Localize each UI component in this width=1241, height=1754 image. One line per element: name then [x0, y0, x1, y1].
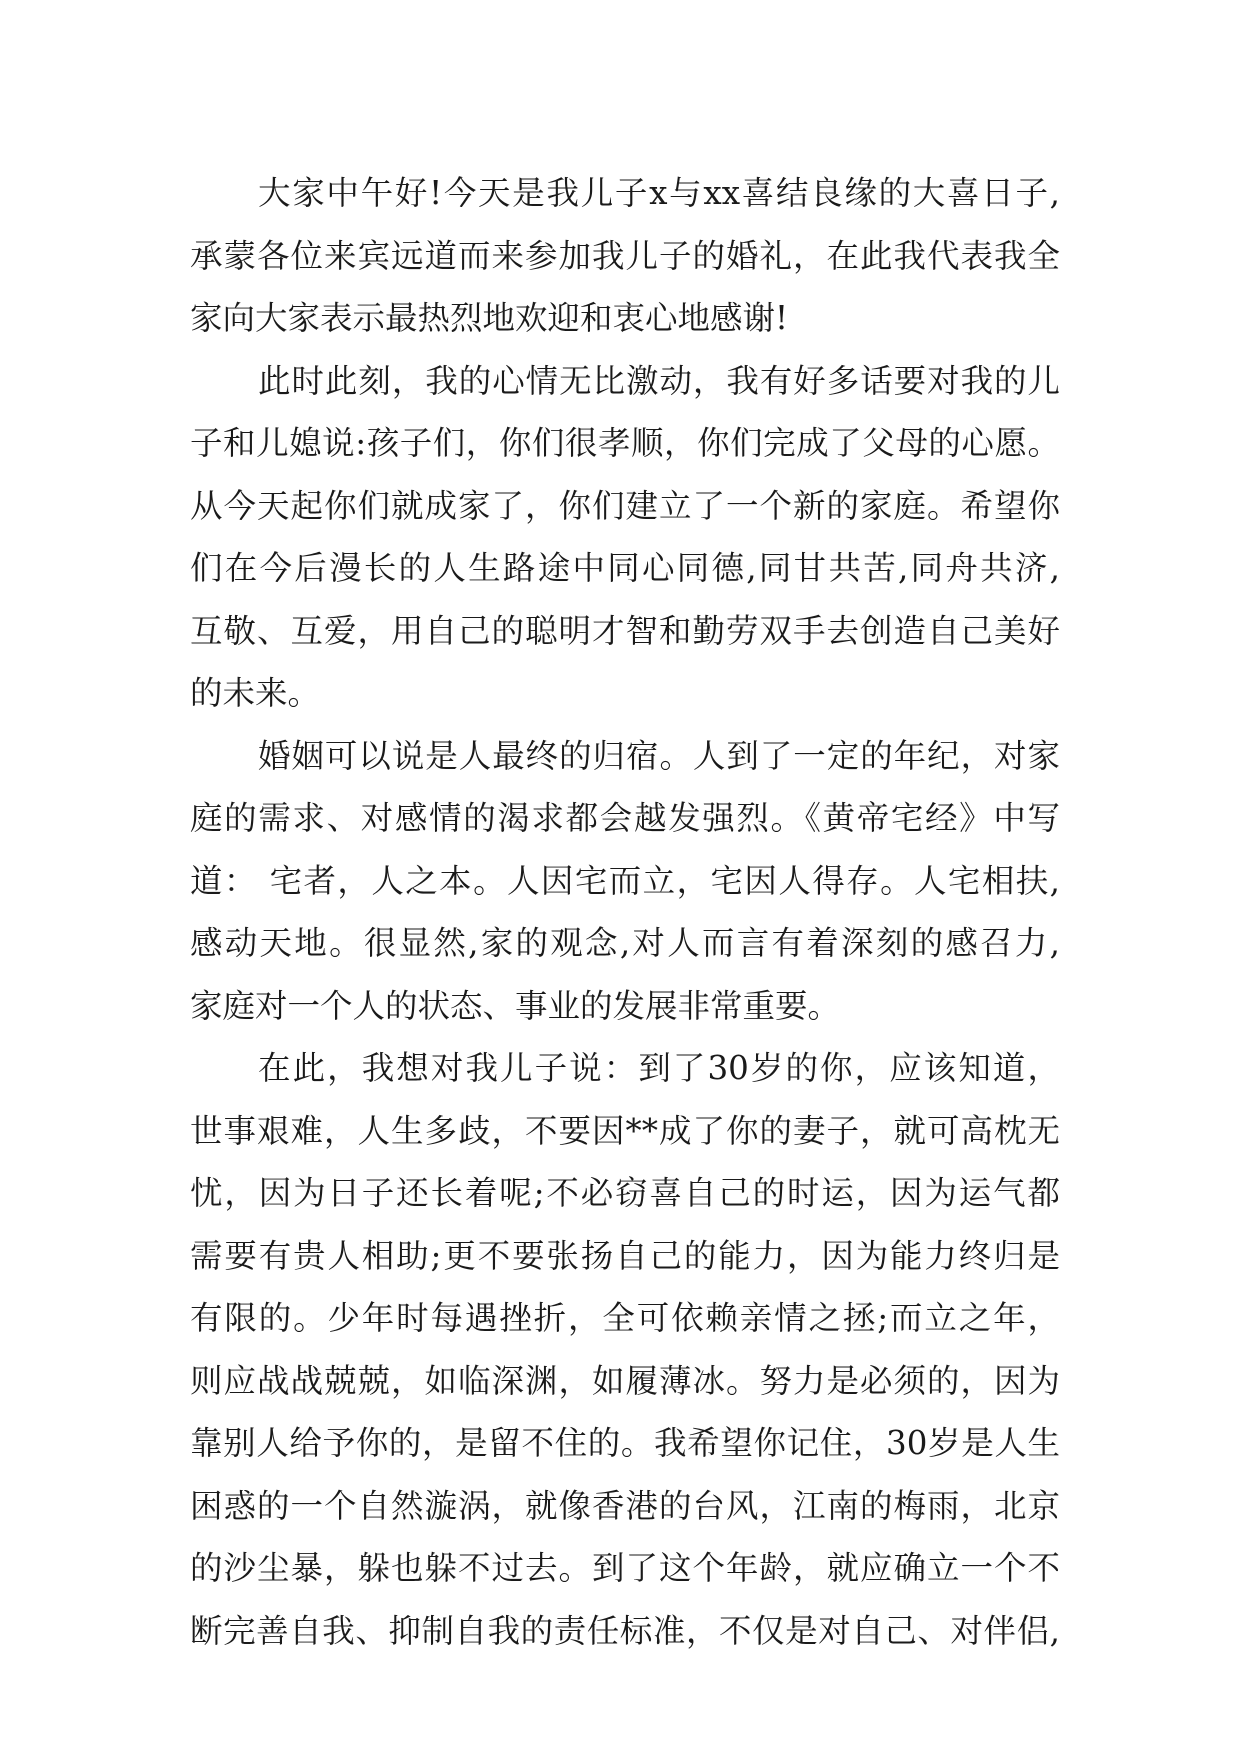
text-line: 在此，我想对我儿子说：到了30岁的你，应该知道， [258, 1049, 1060, 1087]
text-line: 感动天地。很显然,家的观念,对人而言有着深刻的感召力, [190, 924, 1060, 962]
text-line: 的未来。 [190, 674, 321, 712]
text-line: 承蒙各位来宾远道而来参加我儿子的婚礼，在此我代表我全 [190, 236, 1060, 275]
speech-text [190, 162, 1060, 1662]
text-line: 道： 宅者，人之本。人因宅而立，宅因人得存。人宅相扶, [190, 861, 1060, 900]
text-line: 世事艰难，人生多歧，不要因**成了你的妻子，就可高枕无 [190, 1111, 1060, 1150]
text-line: 需要有贵人相助;更不要张扬自己的能力，因为能力终归是 [190, 1236, 1060, 1275]
text-line: 靠别人给予你的，是留不住的。我希望你记住，30岁是人生 [190, 1424, 1060, 1462]
text-line: 互敬、互爱，用自己的聪明才智和勤劳双手去创造自己美好 [190, 611, 1060, 650]
paragraph [190, 725, 1060, 1038]
paragraph [190, 1037, 1060, 1662]
text-line: 从今天起你们就成家了，你们建立了一个新的家庭。希望你 [190, 486, 1060, 525]
text-line: 家向大家表示最热烈地欢迎和衷心地感谢! [190, 299, 789, 337]
text-line: 的沙尘暴，躲也躲不过去。到了这个年龄，就应确立一个不 [190, 1549, 1060, 1587]
paragraph [190, 162, 1060, 350]
text-line: 庭的需求、对感情的渴求都会越发强烈。《黄帝宅经》中写 [190, 799, 1060, 837]
text-line: 忧，因为日子还长着呢;不必窃喜自己的时运，因为运气都 [190, 1174, 1060, 1212]
text-line: 子和儿媳说:孩子们，你们很孝顺，你们完成了父母的心愿。 [190, 424, 1060, 462]
text-line: 们在今后漫长的人生路途中同心同德,同甘共苦,同舟共济, [190, 549, 1060, 587]
text-line: 断完善自我、抑制自我的责任标准，不仅是对自己、对伴侣, [190, 1611, 1060, 1650]
text-line: 有限的。少年时每遇挫折，全可依赖亲情之拯;而立之年， [190, 1299, 1060, 1337]
text-line: 大家中午好!今天是我儿子x与xx喜结良缘的大喜日子, [258, 174, 1060, 212]
text-line: 婚姻可以说是人最终的归宿。人到了一定的年纪，对家 [258, 736, 1060, 775]
text-line: 家庭对一个人的状态、事业的发展非常重要。 [190, 986, 841, 1025]
paragraph [190, 350, 1060, 725]
text-line: 此时此刻，我的心情无比激动，我有好多话要对我的儿 [258, 361, 1060, 400]
text-line: 困惑的一个自然漩涡，就像香港的台风，江南的梅雨，北京 [190, 1486, 1060, 1525]
text-line: 则应战战兢兢，如临深渊，如履薄冰。努力是必须的，因为 [190, 1361, 1060, 1400]
